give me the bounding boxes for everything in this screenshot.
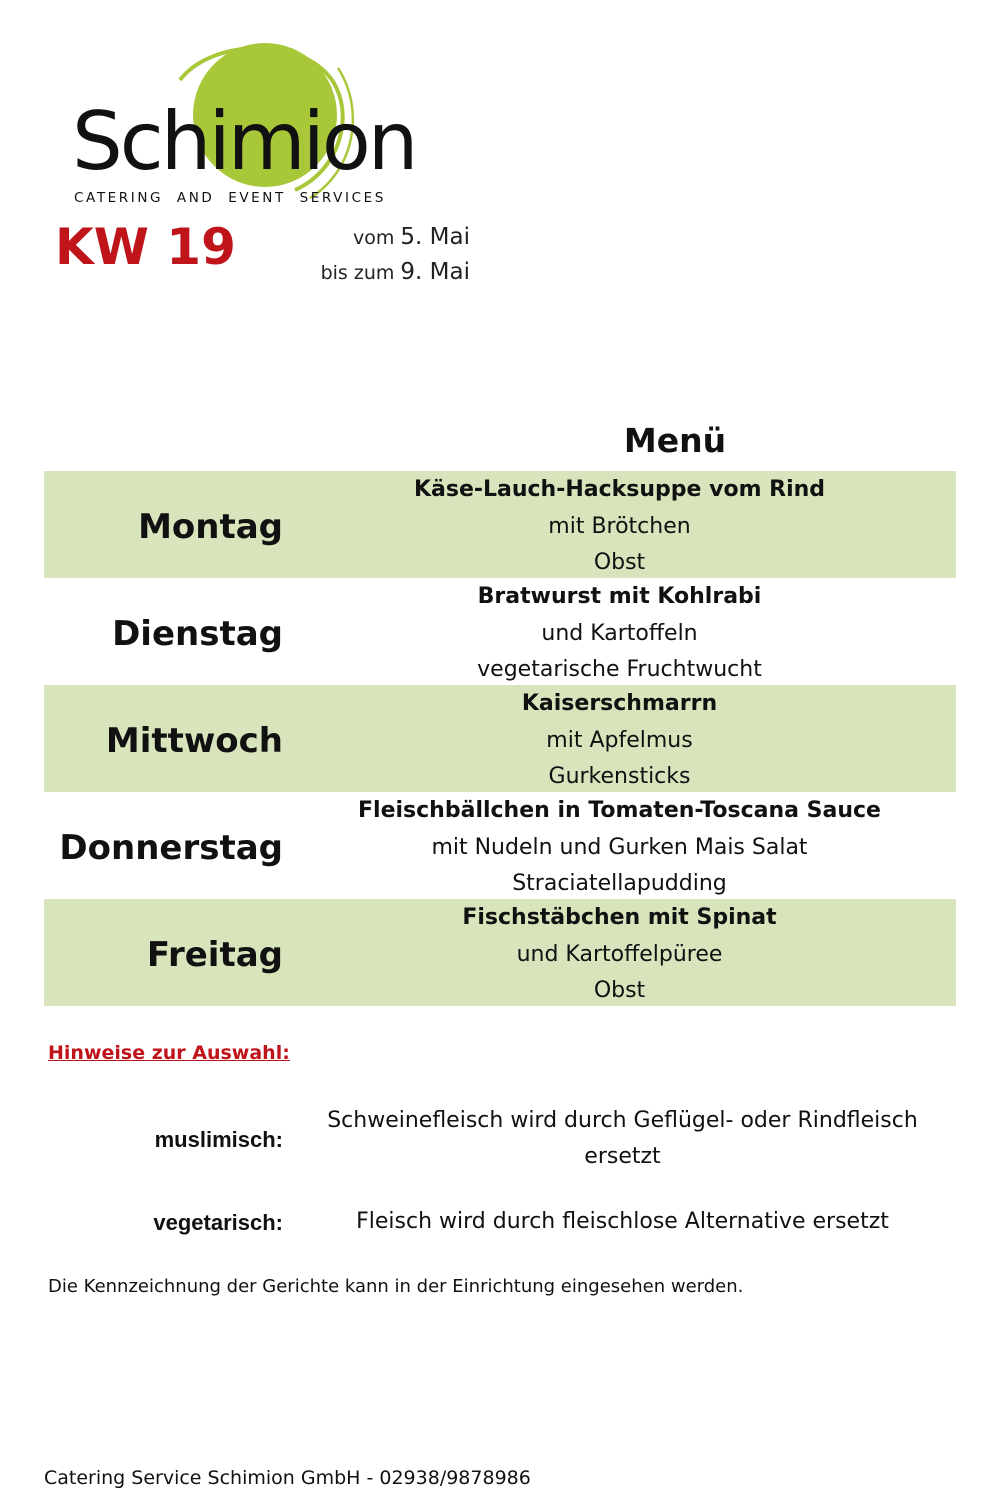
day-name: Freitag <box>146 934 283 975</box>
hint-text-line: Schweinefleisch wird durch Geflügel- oder Rindfleisch <box>327 1108 918 1133</box>
day-name: Dienstag <box>112 613 283 654</box>
date-from: 5. Mai <box>400 224 470 250</box>
calendar-week: KW 19 <box>55 218 236 276</box>
dessert: vegetarische Fruchtwucht <box>477 657 762 682</box>
main-dish: Bratwurst mit Kohlrabi <box>477 584 762 609</box>
date-to-prefix: bis zum <box>320 262 395 284</box>
main-dish: Käse-Lauch-Hacksuppe vom Rind <box>413 477 826 502</box>
date-from-prefix: vom <box>353 227 395 249</box>
hint-text-line: ersetzt <box>584 1144 661 1169</box>
side-dish: mit Nudeln und Gurken Mais Salat <box>431 834 808 860</box>
day-row-donnerstag <box>44 792 956 899</box>
day-menu <box>283 899 956 1006</box>
main-dish: Fischstäbchen mit Spinat <box>462 905 777 930</box>
hint-text <box>310 1103 935 1175</box>
day-name: Mittwoch <box>105 720 283 761</box>
day-name: Montag <box>138 506 283 547</box>
day-menu <box>283 578 956 685</box>
hint-label: muslimisch: <box>154 1127 283 1152</box>
day-row-mittwoch <box>44 685 956 792</box>
menu-table <box>44 471 956 1006</box>
main-dish: Kaiserschmarrn <box>521 691 718 716</box>
hint-text <box>310 1204 935 1240</box>
footer-contact: Catering Service Schimion GmbH - 02938/9878986 <box>44 1467 531 1489</box>
dessert: Straciatellapudding <box>512 871 727 896</box>
date-to: 9. Mai <box>400 259 470 285</box>
side-dish: mit Apfelmus <box>546 727 693 753</box>
day-menu <box>283 792 956 899</box>
main-dish: Fleischbällchen in Tomaten-Toscana Sauce <box>358 798 881 823</box>
schimion-logo <box>70 40 450 215</box>
hints-title: Hinweise zur Auswahl: <box>48 1042 290 1064</box>
side-dish: und Kartoffeln <box>541 620 698 646</box>
dessert: Obst <box>593 978 646 1003</box>
day-row-freitag <box>44 899 956 1006</box>
logo-wordmark: Schimion <box>72 95 416 188</box>
date-range <box>290 222 470 292</box>
side-dish: und Kartoffelpüree <box>516 941 723 967</box>
side-dish: mit Brötchen <box>548 513 691 539</box>
day-menu <box>283 685 956 792</box>
day-menu <box>283 471 956 578</box>
dessert: Gurkensticks <box>548 764 691 789</box>
day-name: Donnerstag <box>59 827 283 868</box>
menu-title: Menü <box>623 421 727 460</box>
dessert: Obst <box>593 550 646 575</box>
hint-text-line: Fleisch wird durch fleischlose Alternative ersetzt <box>356 1209 889 1234</box>
logo-tagline: CATERING AND EVENT SERVICES <box>74 190 386 206</box>
hint-label: vegetarisch: <box>153 1210 283 1235</box>
labeling-note: Die Kennzeichnung der Gerichte kann in der Einrichtung eingesehen werden. <box>48 1276 744 1297</box>
day-row-dienstag <box>44 578 956 685</box>
day-row-montag <box>44 471 956 578</box>
